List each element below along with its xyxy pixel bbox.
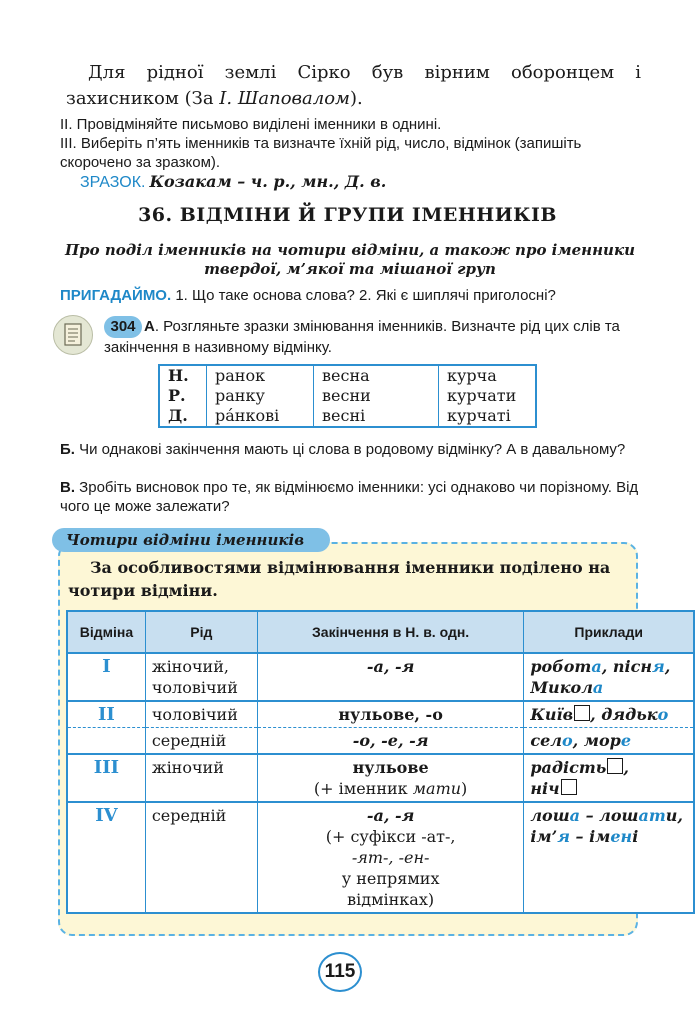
table-row: II чоловічий нульове, -о Київ , дядько xyxy=(67,701,694,728)
exercise-part-c: В. Зробіть висновок про те, як відмінюємо іменники: усі однаково чи порізному. Від чого це може залежати? xyxy=(60,479,639,515)
table-row: середній -о, -е, -я село, море xyxy=(67,728,694,755)
declension-table xyxy=(158,364,537,428)
exercise-part-b: Б. Чи однакові закінчення мають ці слова в родовому відмінку? А в давальному? xyxy=(60,441,626,458)
zero-ending-icon xyxy=(574,705,590,721)
recall-line xyxy=(60,287,556,304)
notebook-icon xyxy=(53,315,93,355)
zero-ending-icon xyxy=(607,758,623,774)
sample-label: ЗРАЗОК. xyxy=(80,174,146,191)
exercise-number: 304 xyxy=(104,316,142,338)
table-row: III жіночий нульове (+ іменник мати) радість , ніч xyxy=(67,754,694,802)
table-row: Н. ранок весна курча xyxy=(159,365,536,386)
story-paragraph: Для рідної землі Сірко був вірним оборонцем і захисником (За І. Шаповалом). xyxy=(66,62,641,109)
task-3: ІІІ. Виберіть п’ять іменників та визначте їхній рід, число, відмінок (запишіть скорочено за зразком). xyxy=(60,135,582,171)
recall-text: 1. Що таке основа слова? 2. Які є шиплячі приголосні? xyxy=(175,287,556,304)
page-number: 115 xyxy=(318,952,362,992)
author-name: І. Шаповалом xyxy=(219,88,350,109)
table-header: Відміна Рід Закінчення в Н. в. одн. Приклади xyxy=(67,611,694,653)
sample-text: Козакам – ч. р., мн., Д. в. xyxy=(149,172,387,191)
section-title: 36. ВІДМІНИ Й ГРУПИ ІМЕННИКІВ xyxy=(138,204,557,226)
rule-box-intro: За особливостями відмінювання іменники поділено на чотири відміни. xyxy=(68,558,611,600)
table-row: I жіночий, чоловічий -а, -я робота, пісня, Микола xyxy=(67,653,694,701)
section-subtitle: Про поділ іменників на чотири відміни, а також про іменники твердої, м’якої та мішаної груп xyxy=(65,241,635,278)
declensions-table xyxy=(66,610,695,914)
rule-box-label: Чотири відміни іменників xyxy=(52,528,330,552)
table-row: Д. ра́нкові весні курчаті xyxy=(159,406,536,427)
recall-label: ПРИГАДАЙМО. xyxy=(60,287,172,304)
task-2: ІІ. Провідміняйте письмово виділені іменники в однині. xyxy=(60,116,442,133)
table-row: IV середній -а, -я (+ суфікси -ат-, -ят-, -ен- у непрямих відмінках) лоша – лошати, ім’я – імені xyxy=(67,802,694,913)
exercise-part-a: А. Розгляньте зразки змінювання іменників. Визначте рід цих слів та закінчення в називному відмінку. xyxy=(104,318,620,356)
table-row: Р. ранку весни курчати xyxy=(159,386,536,406)
zero-ending-icon xyxy=(561,779,577,795)
sample-line xyxy=(80,172,386,192)
